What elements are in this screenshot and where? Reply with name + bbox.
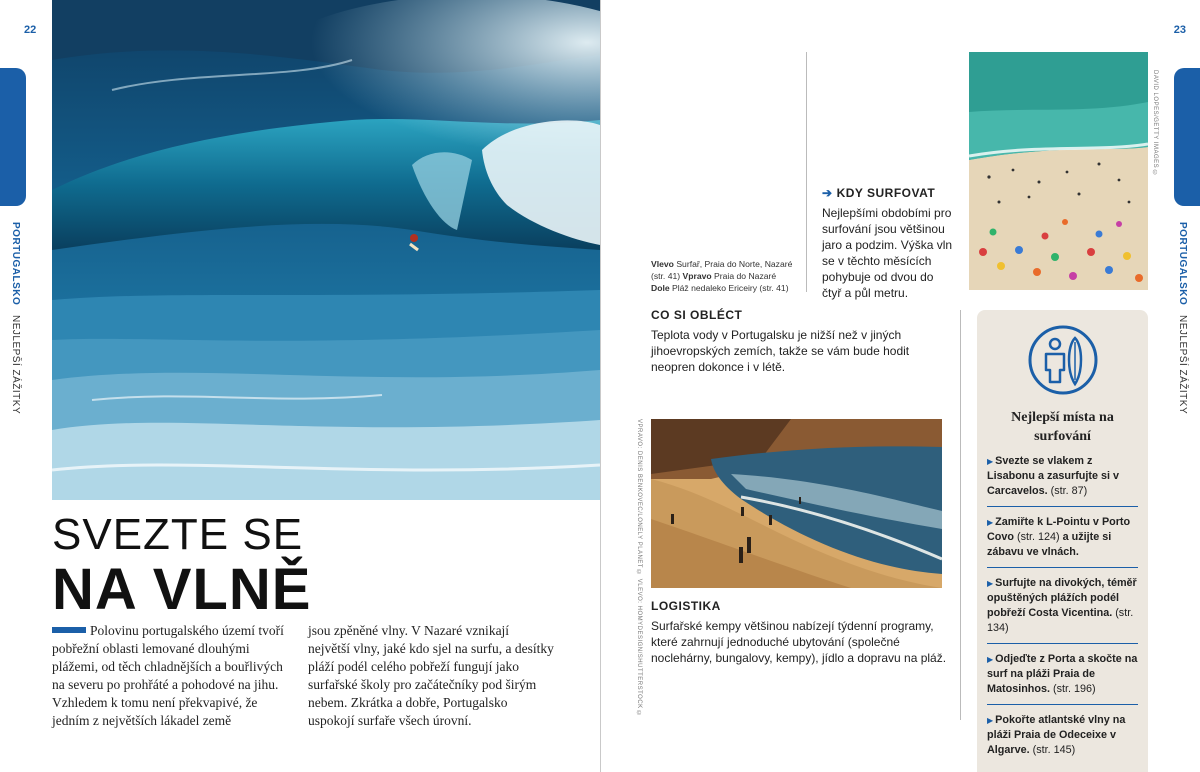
section-heading: CO SI OBLÉCT <box>651 308 743 322</box>
article-title <box>52 511 311 621</box>
section-text: Surfařské kempy většinou nabízejí týdenní programy, které zahrnují jednoduché ubytování (společné noclehárny, bungalovy, kempy), jídlo a dopravu na pláž. <box>651 619 947 665</box>
running-head-left-strong: PORTUGALSKO <box>10 222 21 306</box>
running-head-right-light: NEJLEPŠÍ ZÁŽITKY <box>1177 314 1188 414</box>
box-title: Nejlepší místa na surfování <box>1011 410 1114 444</box>
list-item: ▶ Surfujte na divokých, téměř opuštěných plážích podél pobřeží Costa Vicentina. (str. 134) <box>987 576 1138 644</box>
list-item: ▶ Pokořte atlantské vlny na pláži Praia de Odeceixe v Algarve. (str. 145) <box>987 714 1126 756</box>
running-head-right <box>1177 222 1188 414</box>
section-kdy-surfovat <box>822 186 954 301</box>
triangle-bullet-icon: ▶ <box>987 457 994 466</box>
section-co-si-oblect <box>651 308 947 375</box>
section-text: Teplota vody v Portugalsku je nižší než v jiných jihoevropských zemích, takže se vám bude hodit neopren dokonce i v létě. <box>651 328 910 374</box>
list-item: ▶ Odjeďte z Porta a skočte na surf na pláži Praia de Matosinhos. (str. 196) <box>987 652 1138 705</box>
section-logistika <box>651 599 947 666</box>
running-head-right-strong: PORTUGALSKO <box>1177 222 1188 306</box>
page-number-right: 23 <box>1173 24 1186 36</box>
section-text: Nejlepšími obdobími pro surfování jsou většinou jaro a podzim. Výška vln se v těchto měsících pohybuje od dvou do čtyř a půl metru. <box>822 206 953 300</box>
list-item: ▶ Zamiřte k L-Pointu v Porto Covo (str. 124) a užijte si zábavu ve vlnách. <box>987 515 1138 568</box>
gutter-divider <box>600 0 601 772</box>
intro-text-1: Polovinu portugalského území tvoří pobřežní oblasti lemované dlouhými plážemi, od těch chladnějších a bouřlivých na severu po prohřáté a pohodové na jihu. Vzhledem k tomu není překvapivé, že jedním z největších lákadel země <box>52 623 284 728</box>
intro-column-2: jsou zpěněné vlny. V Nazaré vznikají největší vlny, jaké kdo sjel na surfu, a desítky pláží podél celého pobřeží fungují jako surfařské školy pro začátečníky pod širým nebem. Zkrátka a dobře, Portugalsko uspokojí surfaře všech úrovní. <box>308 623 554 728</box>
section-heading: ➔ KDY SURFOVAT <box>822 186 936 200</box>
surfer-with-board-icon <box>1027 324 1099 396</box>
lead-bar-decoration <box>52 627 86 633</box>
beach-aerial-photo <box>969 52 1148 290</box>
triangle-bullet-icon: ▶ <box>987 716 994 725</box>
triangle-bullet-icon: ▶ <box>987 655 994 664</box>
chapter-tab-right <box>1174 68 1200 206</box>
chapter-tab-left <box>0 68 26 206</box>
arrow-right-icon: ➔ <box>822 186 833 200</box>
photo-credit-mid: VPRAVO: DENIS BENKOVEC/LONELY PLANET © VLEVO: HOMYDESIGN/SHUTTERSTOCK © <box>636 419 642 718</box>
triangle-bullet-icon: ▶ <box>987 518 994 527</box>
page-number-left: 22 <box>24 24 37 36</box>
best-spots-list <box>987 454 1138 772</box>
surfer-big-wave-photo <box>52 0 600 500</box>
running-head-left <box>10 222 21 414</box>
column-divider-right <box>960 310 961 720</box>
triangle-bullet-icon: ▶ <box>987 579 994 588</box>
title-line-2: NA VLNĚ <box>52 557 312 622</box>
column-divider-top <box>806 52 807 292</box>
running-head-left-light: NEJLEPŠÍ ZÁŽITKY <box>10 314 21 414</box>
list-item: ▶ Svezte se vlakem z Lisabonu a zasurfujte si v Carcavelos. (str. 87) <box>987 454 1138 507</box>
beach-sunset-photo <box>651 419 942 588</box>
photo-credit-top: DAVID LOPES/GETTY IMAGES © <box>1152 70 1158 177</box>
best-surf-spots-box <box>977 310 1148 772</box>
intro-column-1 <box>52 622 290 730</box>
title-line-1: SVEZTE SE <box>52 510 304 559</box>
photo-caption: Vlevo Surfař, Praia do Norte, Nazaré (str. 41) Vpravo Praia do Nazaré Dole Pláž nedaleko Ericeiry (str. 41) <box>651 259 793 293</box>
section-heading: LOGISTIKA <box>651 599 721 613</box>
